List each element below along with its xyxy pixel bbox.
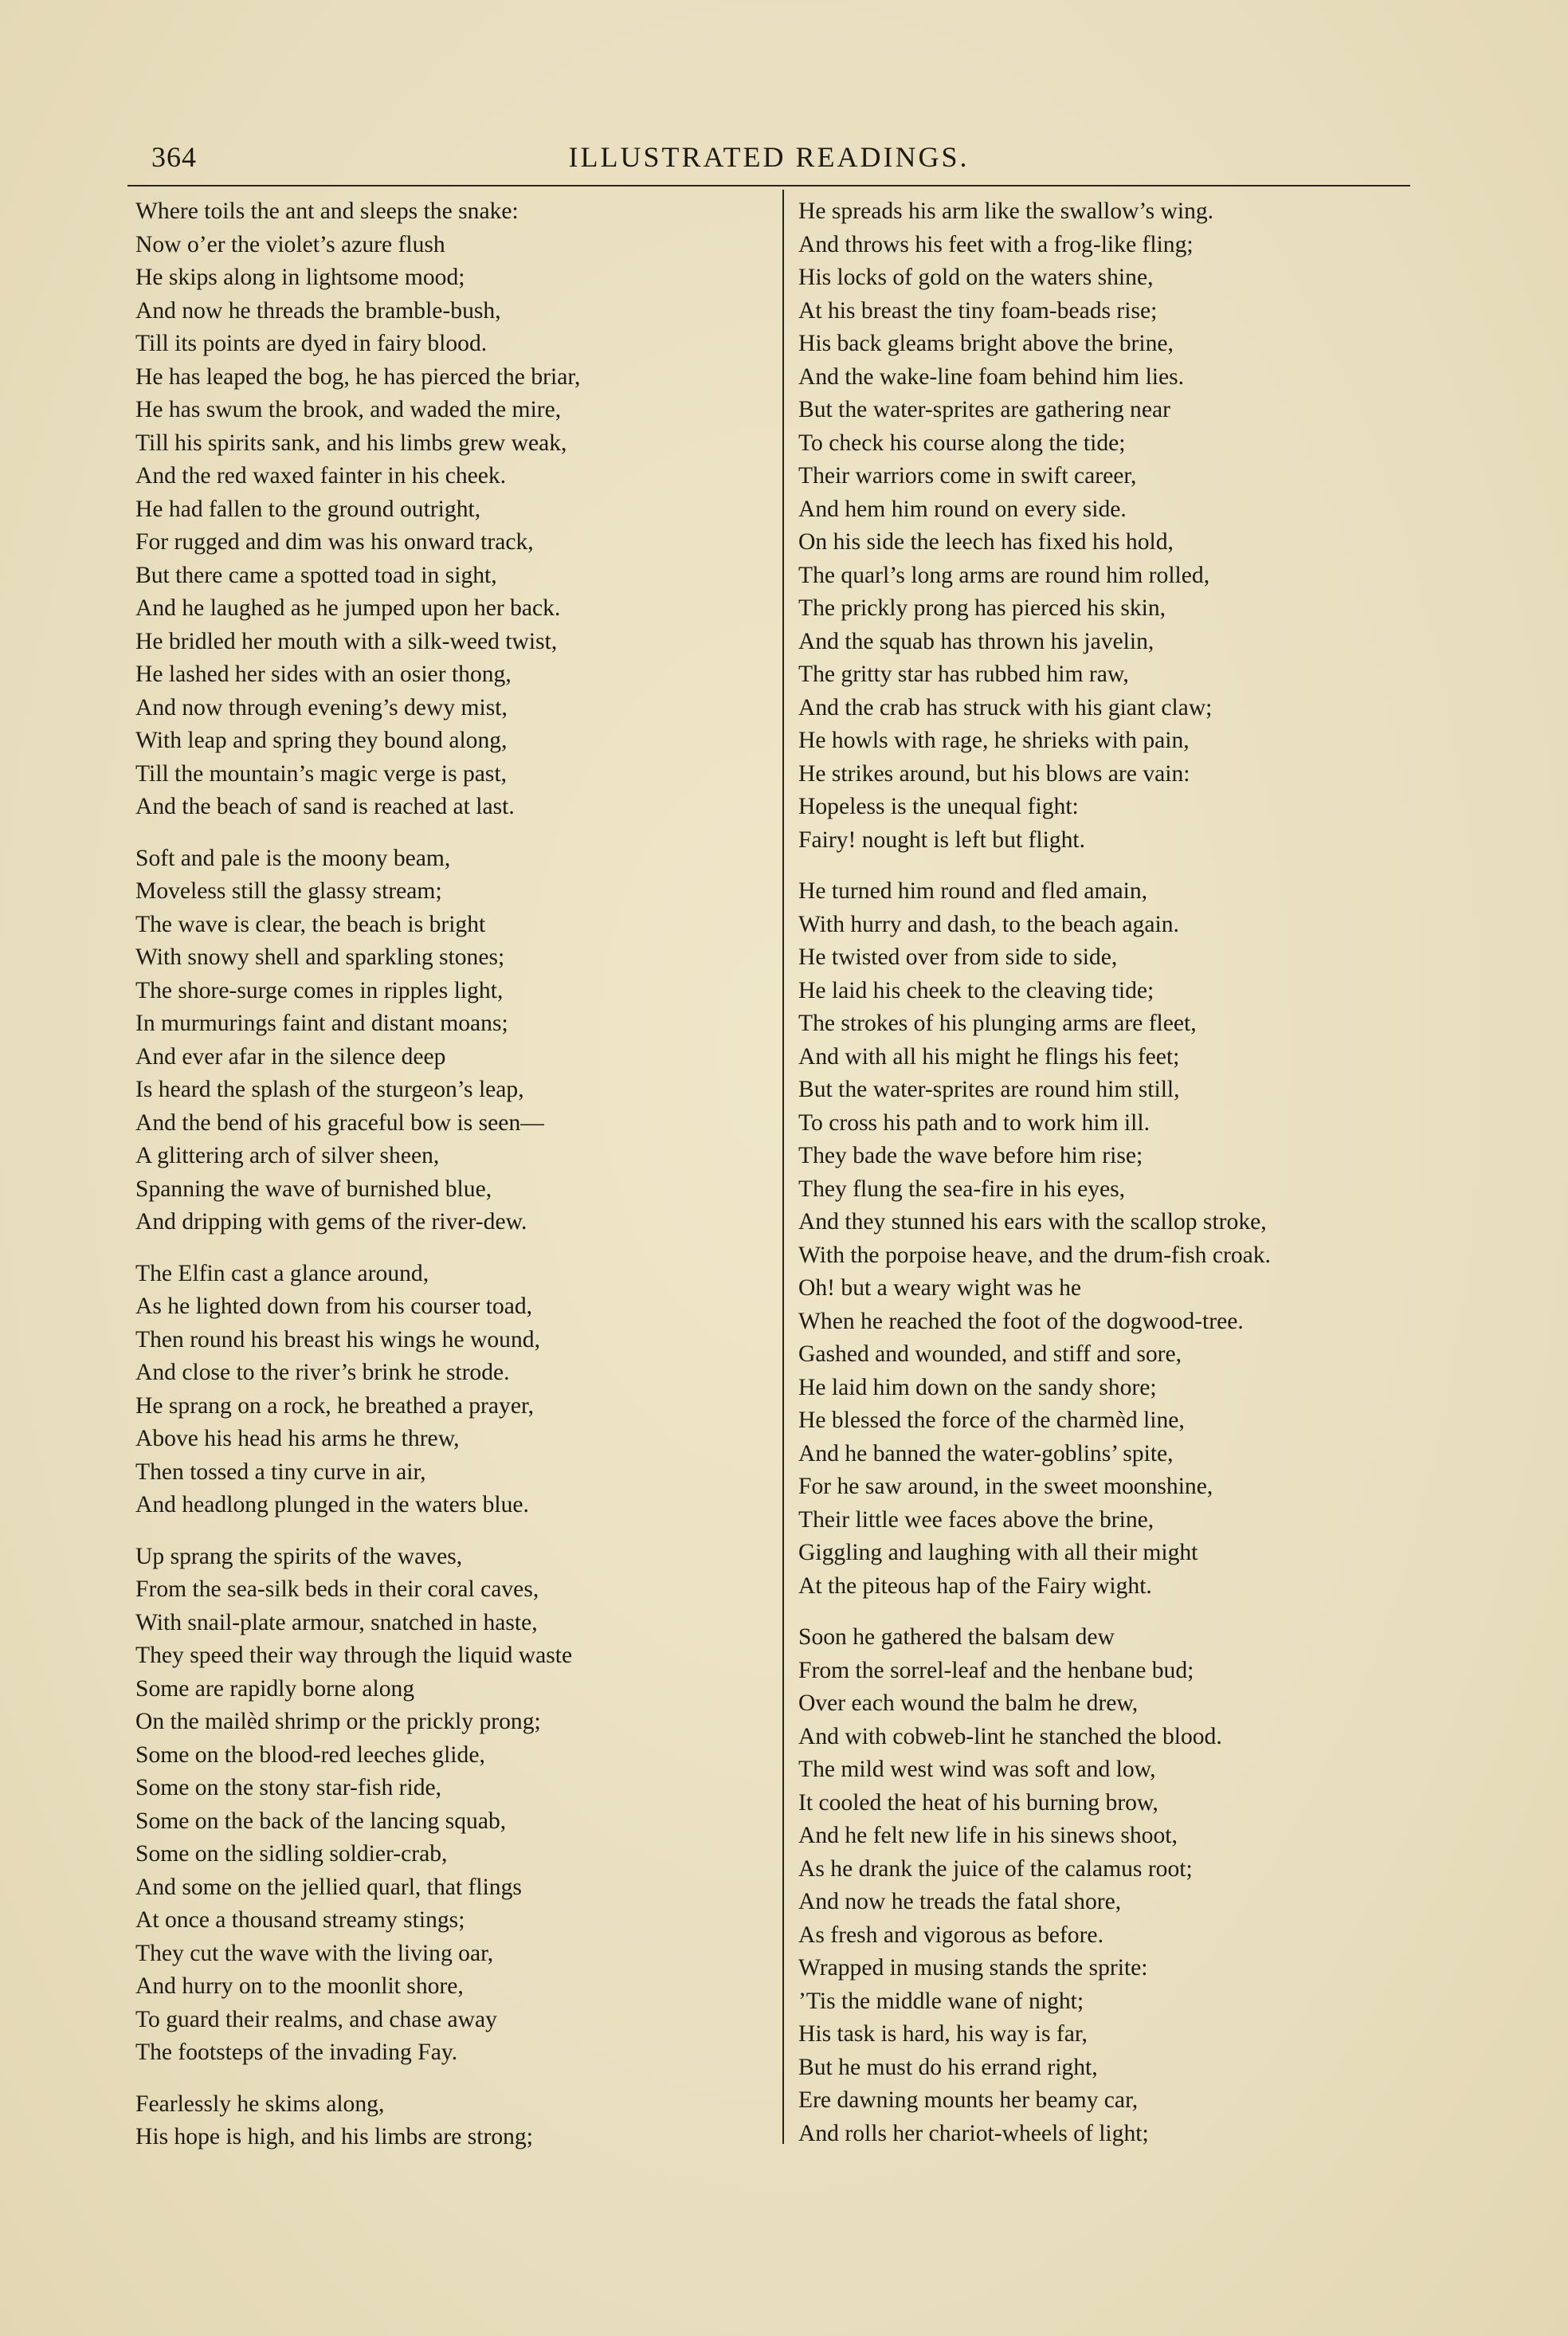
verse-line: They flung the sea-fire in his eyes, <box>798 1176 1126 1202</box>
verse-line: Till his spirits sank, and his limbs grew weak, <box>135 430 567 456</box>
verse-line: And the red waxed fainter in his cheek. <box>135 463 507 489</box>
verse-line: As he lighted down from his courser toad, <box>135 1294 533 1319</box>
verse-line: He twisted over from side to side, <box>798 944 1118 970</box>
verse-line: And he felt new life in his sinews shoot, <box>798 1823 1178 1848</box>
stanza <box>135 1541 580 2070</box>
verse-line: For he saw around, in the sweet moonshine, <box>798 1474 1213 1499</box>
verse-line: And the beach of sand is reached at last. <box>135 794 515 819</box>
left-column <box>135 195 580 2154</box>
verse-line: Gashed and wounded, and stiff and sore, <box>798 1341 1182 1367</box>
verse-line: With snail-plate armour, snatched in haste, <box>135 1609 538 1635</box>
verse-line: Some on the blood-red leeches glide, <box>135 1741 485 1768</box>
verse-line: As he drank the juice of the calamus root; <box>798 1855 1193 1882</box>
verse-line: Soon he gathered the balsam dew <box>798 1624 1115 1650</box>
verse-line: They speed their way through the liquid waste <box>135 1643 573 1668</box>
verse-line: Their little wee faces above the brine, <box>798 1506 1154 1533</box>
verse-line: The shore-surge comes in ripples light, <box>135 977 504 1003</box>
verse-line: He blessed the force of the charmèd line, <box>798 1407 1185 1433</box>
verse-line: And he laughed as he jumped upon her back. <box>135 595 561 621</box>
page-number: 364 <box>151 141 197 173</box>
verse-line: And the crab has struck with his giant claw; <box>798 694 1213 720</box>
verse-line: A glittering arch of silver sheen, <box>135 1143 440 1168</box>
verse-line: And headlong plunged in the waters blue. <box>135 1492 529 1517</box>
verse-line: From the sorrel-leaf and the henbane bud; <box>798 1657 1194 1683</box>
right-column <box>798 195 1271 2150</box>
verse-line: He has leaped the bog, he has pierced the briar, <box>135 363 581 390</box>
verse-line: He lashed her sides with an osier thong, <box>135 662 512 687</box>
verse-line: Moveless still the glassy stream; <box>135 878 442 904</box>
verse-line: As fresh and vigorous as before. <box>798 1922 1103 1948</box>
verse-line: His locks of gold on the waters shine, <box>798 265 1154 290</box>
verse-line: To guard their realms, and chase away <box>135 2006 497 2032</box>
verse-line: With leap and spring they bound along, <box>135 728 508 753</box>
column-divider <box>782 190 784 2144</box>
verse-line: Then round his breast his wings he wound, <box>135 1326 540 1353</box>
verse-line: He turned him round and fled amain, <box>798 878 1148 904</box>
verse-line: Is heard the splash of the sturgeon’s leap, <box>135 1077 524 1102</box>
verse-line: He bridled her mouth with a silk-weed twist, <box>135 628 558 654</box>
verse-line: But he must do his errand right, <box>798 2054 1098 2080</box>
verse-line: Above his head his arms he threw, <box>135 1426 460 1451</box>
verse-line: On the mailèd shrimp or the prickly prong; <box>135 1709 541 1734</box>
running-head: ILLUSTRATED READINGS. <box>568 141 970 173</box>
header-rule <box>127 185 1410 186</box>
verse-line: With snowy shell and sparkling stones; <box>135 944 505 970</box>
verse-line: Some on the back of the lancing squab, <box>135 1808 507 1834</box>
verse-line: Over each wound the balm he drew, <box>798 1690 1139 1716</box>
verse-line: Hopeless is the unequal fight: <box>798 794 1079 819</box>
stanza <box>135 842 580 1239</box>
verse-line: He had fallen to the ground outright, <box>135 496 481 522</box>
verse-line: Oh! but a weary wight was he <box>798 1275 1082 1301</box>
verse-line: Spanning the wave of burnished blue, <box>135 1176 492 1202</box>
verse-line: He has swum the brook, and waded the mire, <box>135 397 562 422</box>
verse-line: He laid his cheek to the cleaving tide; <box>798 977 1154 1003</box>
verse-line: Fairy! nought is left but flight. <box>798 826 1086 853</box>
verse-line: And now through evening’s dewy mist, <box>135 694 508 720</box>
verse-line: To cross his path and to work him ill. <box>798 1109 1150 1136</box>
verse-line: Now o’er the violet’s azure flush <box>135 231 445 257</box>
verse-line: It cooled the heat of his burning brow, <box>798 1789 1158 1816</box>
verse-line: Fearlessly he skims along, <box>135 2091 385 2117</box>
verse-line: For rugged and dim was his onward track, <box>135 529 534 555</box>
verse-line: The strokes of his plunging arms are fleet, <box>798 1011 1197 1036</box>
verse-line: On his side the leech has fixed his hold, <box>798 529 1174 555</box>
verse-line: At his breast the tiny foam-beads rise; <box>798 297 1158 324</box>
verse-line: Soft and pale is the moony beam, <box>135 845 451 871</box>
verse-line: Up sprang the spirits of the waves, <box>135 1543 463 1569</box>
verse-line: But the water-sprites are gathering near <box>798 397 1170 422</box>
stanza <box>135 195 580 824</box>
verse-line: Some are rapidly borne along <box>135 1675 415 1702</box>
verse-line: The footsteps of the invading Fay. <box>135 2040 458 2065</box>
verse-line: Till its points are dyed in fairy blood. <box>135 331 488 356</box>
stanza <box>798 1621 1271 2150</box>
verse-line: And the bend of his graceful bow is seen— <box>135 1109 544 1136</box>
verse-line: And rolls her chariot-wheels of light; <box>798 2120 1149 2146</box>
verse-line: But the water-sprites are round him still, <box>798 1077 1180 1102</box>
verse-line: His hope is high, and his limbs are strong; <box>135 2124 533 2150</box>
verse-line: He strikes around, but his blows are vain: <box>798 760 1190 787</box>
verse-line: They cut the wave with the living oar, <box>135 1940 494 1966</box>
verse-line: With the porpoise heave, and the drum-fish croak. <box>798 1242 1271 1268</box>
verse-line: He laid him down on the sandy shore; <box>798 1374 1157 1400</box>
verse-line: From the sea-silk beds in their coral caves, <box>135 1576 539 1602</box>
stanza <box>135 1258 580 1522</box>
verse-line: And ever afar in the silence deep <box>135 1043 446 1070</box>
verse-line: The prickly prong has pierced his skin, <box>798 595 1166 621</box>
verse-line: And they stunned his ears with the scallop stroke, <box>798 1209 1267 1235</box>
verse-line: And dripping with gems of the river-dew. <box>135 1209 527 1235</box>
verse-line: And hem him round on every side. <box>798 496 1127 522</box>
verse-line: And throws his feet with a frog-like fling; <box>798 231 1194 257</box>
verse-line: They bade the wave before him rise; <box>798 1143 1143 1168</box>
verse-line: And the wake-line foam behind him lies. <box>798 363 1185 390</box>
verse-line: With hurry and dash, to the beach again. <box>798 911 1179 937</box>
verse-line: At once a thousand streamy stings; <box>135 1907 465 1933</box>
verse-line: He spreads his arm like the swallow’s wing. <box>798 198 1214 224</box>
verse-line: The wave is clear, the beach is bright <box>135 911 486 937</box>
verse-line: His back gleams bright above the brine, <box>798 331 1174 356</box>
verse-line: The quarl’s long arms are round him rolled, <box>798 562 1210 588</box>
verse-line: To check his course along the tide; <box>798 430 1126 456</box>
verse-line: He skips along in lightsome mood; <box>135 265 465 290</box>
verse-line: He howls with rage, he shrieks with pain, <box>798 728 1190 753</box>
stanza <box>798 875 1271 1603</box>
verse-line: And he banned the water-goblins’ spite, <box>798 1440 1174 1466</box>
verse-line: And close to the river’s brink he strode. <box>135 1360 510 1385</box>
stanza <box>135 2088 580 2154</box>
verse-line: And the squab has thrown his javelin, <box>798 628 1154 654</box>
verse-line: Some on the sidling soldier-crab, <box>135 1841 448 1867</box>
verse-line: And hurry on to the moonlit shore, <box>135 1973 464 1999</box>
verse-line: When he reached the foot of the dogwood-tree. <box>798 1308 1244 1334</box>
verse-line: And with cobweb-lint he stanched the blood. <box>798 1723 1222 1749</box>
verse-line: Then tossed a tiny curve in air, <box>135 1459 426 1485</box>
verse-line: At the piteous hap of the Fairy wight. <box>798 1572 1152 1599</box>
verse-line: And some on the jellied quarl, that flings <box>135 1874 522 1900</box>
verse-line: Where toils the ant and sleeps the snake: <box>135 198 519 224</box>
verse-line: Giggling and laughing with all their might <box>798 1540 1198 1565</box>
verse-line: In murmurings faint and distant moans; <box>135 1011 508 1036</box>
verse-line: The Elfin cast a glance around, <box>135 1260 429 1286</box>
page-header <box>127 135 1410 183</box>
stanza <box>798 195 1271 857</box>
verse-line: Wrapped in musing stands the sprite: <box>798 1955 1148 1981</box>
verse-line: The gritty star has rubbed him raw, <box>798 662 1129 687</box>
verse-line: Some on the stony star-fish ride, <box>135 1775 442 1800</box>
verse-line: But there came a spotted toad in sight, <box>135 562 497 588</box>
verse-line: Their warriors come in swift career, <box>798 463 1137 489</box>
verse-line: Till the mountain’s magic verge is past, <box>135 760 508 787</box>
verse-line: The mild west wind was soft and low, <box>798 1757 1156 1782</box>
verse-line: Ere dawning mounts her beamy car, <box>798 2087 1139 2113</box>
verse-line: And now he treads the fatal shore, <box>798 1889 1122 1914</box>
verse-line: ’Tis the middle wane of night; <box>798 1988 1084 2014</box>
verse-line: And now he threads the bramble-bush, <box>135 297 501 324</box>
verse-line: His task is hard, his way is far, <box>798 2021 1088 2047</box>
verse-line: And with all his might he flings his feet; <box>798 1043 1180 1070</box>
verse-line: He sprang on a rock, he breathed a prayer, <box>135 1392 535 1419</box>
